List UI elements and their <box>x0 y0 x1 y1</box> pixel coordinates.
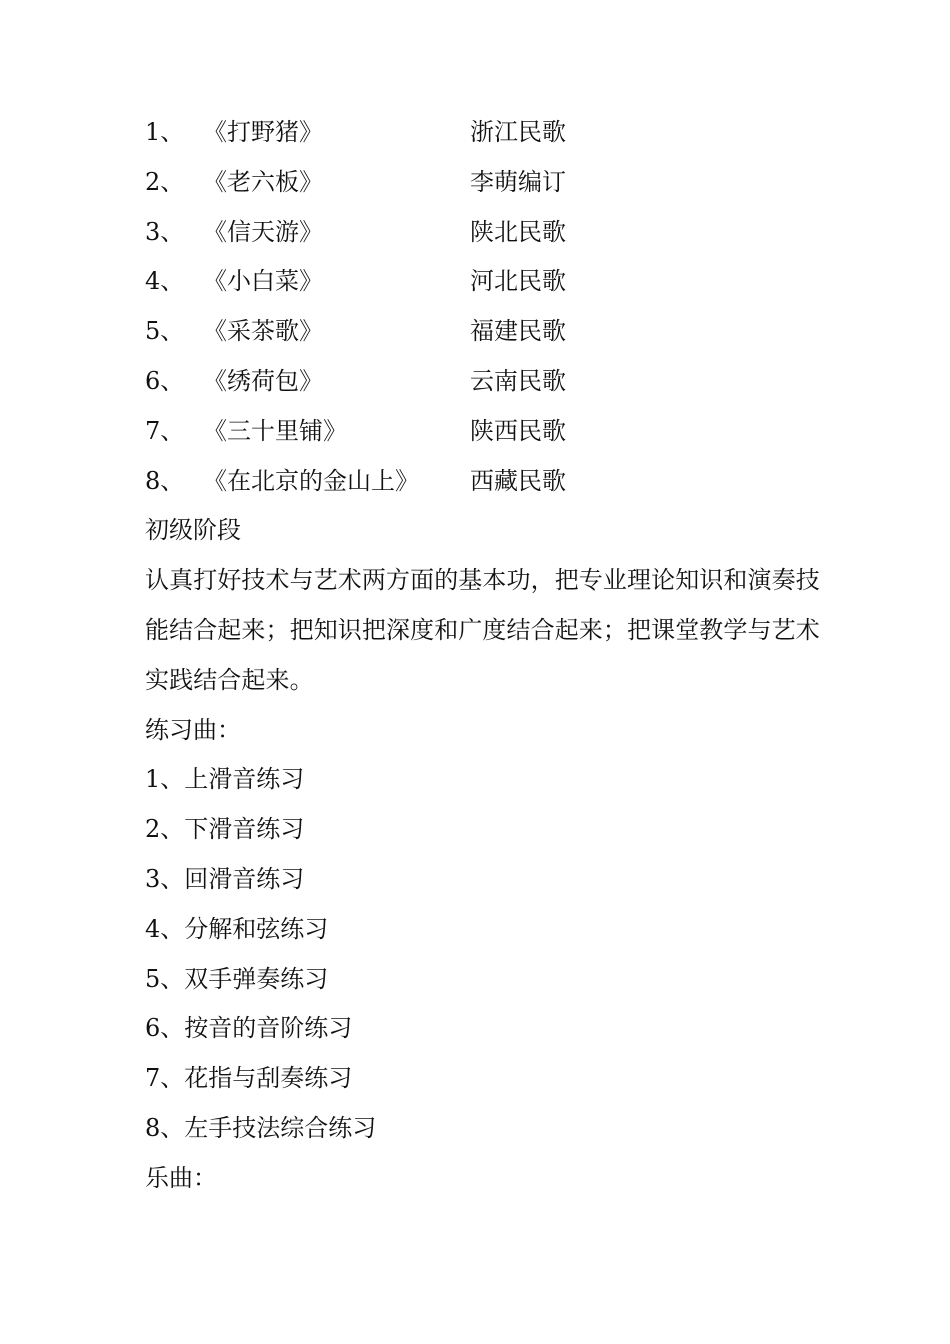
song-row <box>145 407 825 457</box>
song-origin: 河北民歌 <box>470 267 566 296</box>
song-number: 6、 <box>145 366 185 395</box>
etude-item: 7、花指与刮奏练习 <box>145 1064 353 1093</box>
song-row <box>145 257 825 307</box>
song-origin: 云南民歌 <box>470 366 566 395</box>
song-row <box>145 307 825 357</box>
song-title: 《小白菜》 <box>203 267 323 296</box>
song-number: 3、 <box>145 217 185 246</box>
song-origin: 浙江民歌 <box>470 118 566 146</box>
song-number: 7、 <box>145 416 185 445</box>
song-title: 《采茶歌》 <box>203 317 323 346</box>
song-number: 8、 <box>145 466 185 495</box>
song-title: 《信天游》 <box>203 217 323 246</box>
etude-item: 2、下滑音练习 <box>145 815 305 844</box>
song-number: 2、 <box>145 167 185 196</box>
etude-item: 1、上滑音练习 <box>145 765 305 794</box>
song-origin: 李萌编订 <box>470 167 566 196</box>
song-number: 4、 <box>145 267 185 296</box>
song-number: 1、 <box>145 118 185 146</box>
etude-item: 3、回滑音练习 <box>145 864 305 893</box>
song-origin: 西藏民歌 <box>470 466 566 495</box>
etude-item: 8、左手技法综合练习 <box>145 1113 377 1142</box>
song-row <box>145 457 825 507</box>
song-title: 《在北京的金山上》 <box>203 466 419 495</box>
etude-item: 5、双手弹奏练习 <box>145 964 329 993</box>
song-row <box>145 158 825 208</box>
song-row <box>145 357 825 407</box>
pieces-heading: 乐曲： <box>145 1163 217 1192</box>
song-origin: 陕西民歌 <box>470 416 566 445</box>
song-title: 《老六板》 <box>203 167 323 196</box>
etude-item: 6、按音的音阶练习 <box>145 1014 353 1043</box>
song-number: 5、 <box>145 317 185 346</box>
song-title: 《绣荷包》 <box>203 366 323 395</box>
song-origin: 福建民歌 <box>470 317 566 346</box>
etude-item: 4、分解和弦练习 <box>145 914 329 943</box>
song-title: 《打野猪》 <box>203 118 323 146</box>
document-content <box>145 108 825 1204</box>
section-title: 初级阶段 <box>145 516 241 545</box>
etudes-heading: 练习曲： <box>145 715 241 744</box>
song-origin: 陕北民歌 <box>470 217 566 246</box>
song-title: 《三十里铺》 <box>203 416 347 445</box>
section-paragraph: 认真打好技术与艺术两方面的基本功，把专业理论知识和演奏技能结合起来；把知识把深度和广度结合起来；把课堂教学与艺术实践结合起来。 <box>145 566 820 694</box>
song-row <box>145 108 825 158</box>
song-row <box>145 208 825 258</box>
